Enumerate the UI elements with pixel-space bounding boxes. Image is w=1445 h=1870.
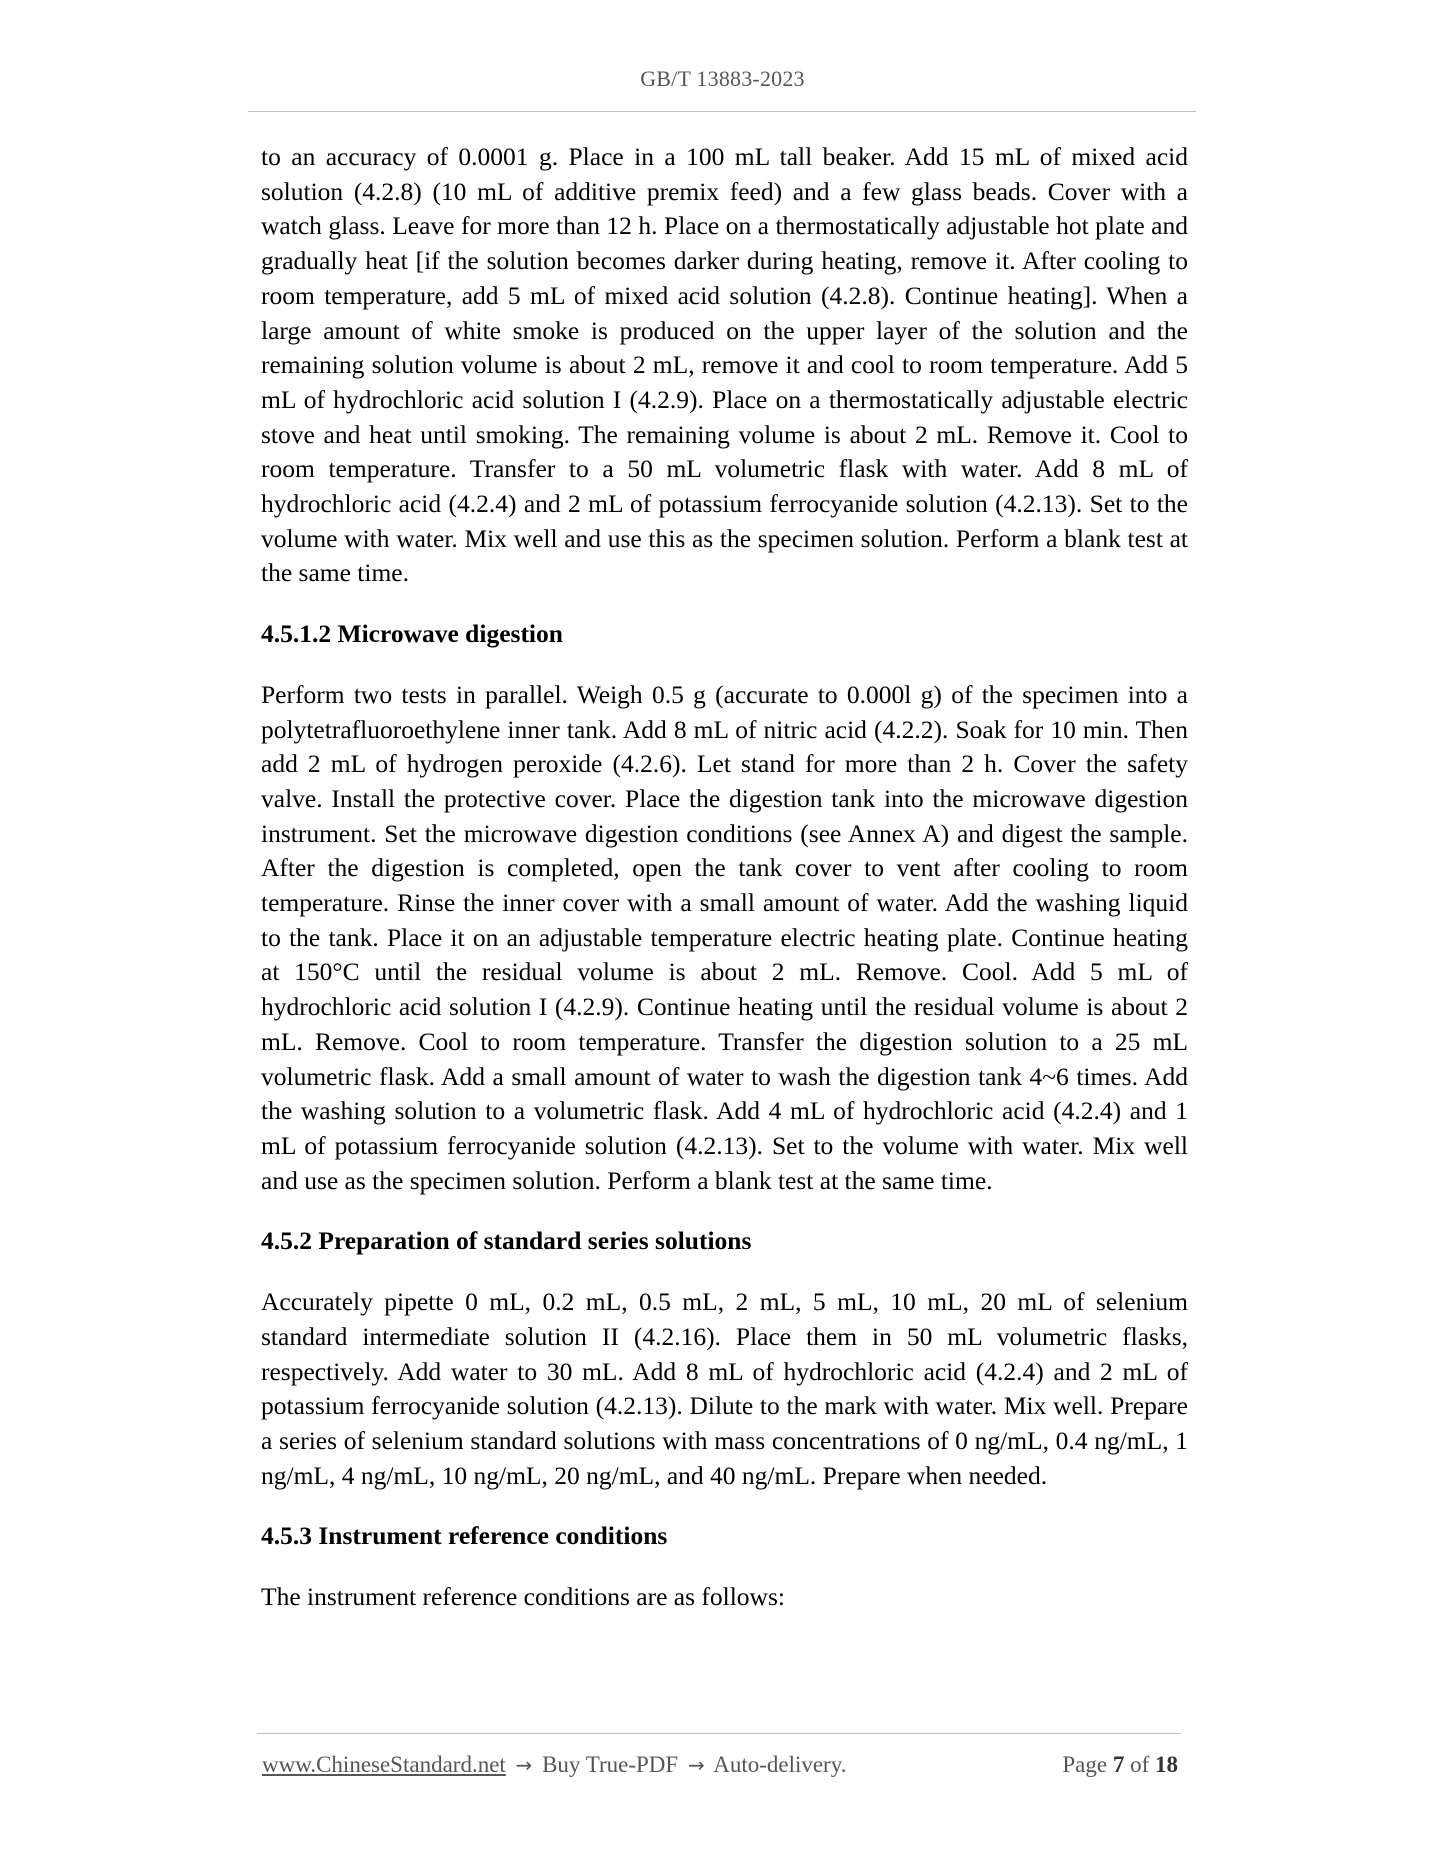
paragraph-microwave-digestion: Perform two tests in parallel. Weigh 0.5 g (accurate to 0.000l g) of the specimen into a polytetrafluoroethylene inner tank. Add 8 mL of nitric acid (4.2.2). Soak for 10 min. Then add 2 mL of hydrogen peroxide (4.2.6). Let stand for more than 2 h. Cover the safety valve. Install the protective cover. Place the digestion tank into the microwave digestion instrument. Set the microwave digestion conditions (see Annex A) and digest the sample. After the digestion is completed, open the tank cover to vent after cooling to room temperature. Rinse the inner cover with a small amount of water. Add the washing liquid to the tank. Place it on an adjustable temperature electric heating plate. Continue heating at 150°C until the residual volume is about 2 mL. Remove. Cool. Add 5 mL of hydrochloric acid solution I (4.2.9). Continue heating until the residual volume is about 2 mL. Remove. Cool to room temperature. Transfer the digestion solution to a 25 mL volumetric flask. Add a small amount of water to wash the digestion tank 4~6 times. Add the washing solution to a volumetric flask. Add 4 mL of hydrochloric acid (4.2.4) and 1 mL of potassium ferrocyanide solution (4.2.13). Set to the volume with water. Mix well and use as the specimen solution. Perform a blank test at the same time.	[261, 679, 1188, 1195]
arrow-right-icon: →	[687, 1753, 705, 1777]
paragraph-instrument-conditions: The instrument reference conditions are as follows:	[261, 1582, 785, 1612]
paragraph-acid-digestion: to an accuracy of 0.0001 g. Place in a 100 mL tall beaker. Add 15 mL of mixed acid solution (4.2.8) (10 mL of additive premix feed) and a few glass beads. Cover with a watch glass. Leave for more than 12 h. Place on a thermostatically adjustable hot plate and gradually heat [if the solution becomes darker during heating, remove it. After cooling to room temperature, add 5 mL of mixed acid solution (4.2.8). Continue heating]. When a large amount of white smoke is produced on the upper layer of the solution and the remaining solution volume is about 2 mL, remove it and cool to room temperature. Add 5 mL of hydrochloric acid solution I (4.2.9). Place on a thermostatically adjustable electric stove and heat until smoking. The remaining volume is about 2 mL. Remove it. Cool to room temperature. Transfer to a 50 mL volumetric flask with water. Add 8 mL of hydrochloric acid (4.2.4) and 2 mL of potassium ferrocyanide solution (4.2.13). Set to the volume with water. Mix well and use this as the specimen solution. Perform a blank test at the same time.	[261, 142, 1188, 588]
arrow-right-icon: →	[515, 1753, 533, 1777]
auto-delivery-text: Auto-delivery.	[713, 1752, 847, 1777]
standard-number: GB/T 13883-2023	[640, 66, 805, 91]
page-label: Page	[1062, 1752, 1108, 1777]
footer-promo	[262, 1752, 846, 1778]
paragraph-standard-series: Accurately pipette 0 mL, 0.2 mL, 0.5 mL, 2 mL, 5 mL, 10 mL, 20 mL of selenium standard intermediate solution II (4.2.16). Place them in 50 mL volumetric flasks, respectively. Add water to 30 mL. Add 8 mL of hydrochloric acid (4.2.4) and 2 mL of potassium ferrocyanide solution (4.2.13). Dilute to the mark with water. Mix well. Prepare a series of selenium standard solutions with mass concentrations of 0 ng/mL, 0.4 ng/mL, 1 ng/mL, 4 ng/mL, 10 ng/mL, 20 ng/mL, and 40 ng/mL. Prepare when needed.	[261, 1287, 1188, 1490]
of-label: of	[1130, 1752, 1150, 1777]
total-page-number: 18	[1155, 1752, 1178, 1777]
heading-standard-series: 4.5.2 Preparation of standard series solutions	[261, 1226, 752, 1256]
footer-divider	[257, 1733, 1181, 1734]
current-page-number: 7	[1112, 1752, 1125, 1777]
page-indicator	[1062, 1752, 1178, 1778]
page-body	[261, 140, 1188, 1615]
heading-instrument-conditions: 4.5.3 Instrument reference conditions	[261, 1521, 668, 1551]
heading-microwave-digestion: 4.5.1.2 Microwave digestion	[261, 619, 563, 649]
header-divider	[248, 111, 1196, 112]
document-header	[0, 66, 1445, 92]
buy-true-pdf-text: Buy True-PDF	[542, 1752, 679, 1777]
website-link[interactable]: www.ChineseStandard.net	[262, 1752, 506, 1777]
